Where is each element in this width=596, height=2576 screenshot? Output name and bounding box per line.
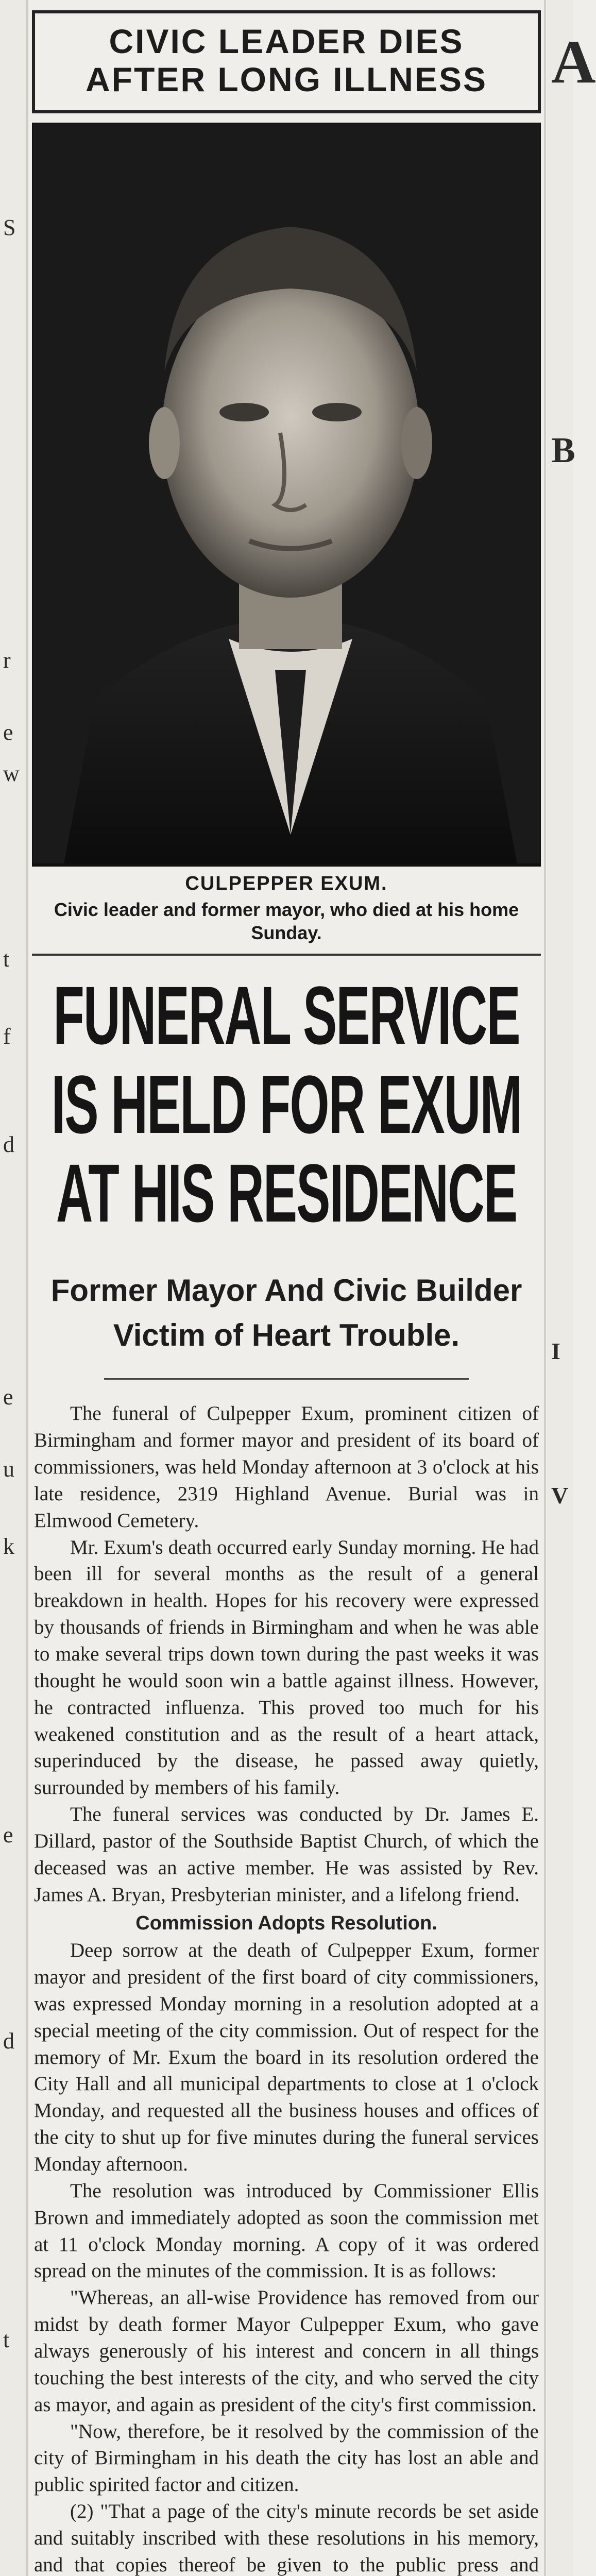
right-column-fragment: B xyxy=(551,431,575,470)
article-paragraph: "Whereas, an all-wise Providence has removed from our midst by death former Mayor Culpepper Exum, who gave always generously of his interest and concern in all things touching the best interests of the city, and who served the city as mayor, and again as president of the city's first commission. xyxy=(34,2286,539,2416)
left-column-fragment: u xyxy=(3,1456,14,1482)
left-column-fragment: d xyxy=(3,2028,14,2054)
article-paragraph: Mr. Exum's death occurred early Sunday morning. He had been ill for several months as the result of a general breakdown in health. Hopes for his recovery were expressed by thousands of friends in Birmingham and when he was able to make several trips down town during the past weeks it was thought he would soon win a battle against illness. However, he contracted influenza. This proved too much for his weakened constitution and as the result of a heart attack, superinduced by the disease, he passed away quietly, surrounded by members of his family. xyxy=(34,1536,539,1799)
left-column-fragment: w xyxy=(3,761,20,786)
left-column-fragment: k xyxy=(3,1534,14,1559)
left-column-fragment: t xyxy=(3,2327,10,2352)
left-adjacent-column xyxy=(0,0,27,2576)
article-paragraph: Deep sorrow at the death of Culpepper Exum, former mayor and president of the first board of city commissioners, was expressed Monday morning in a resolution adopted at a special meeting of the city commission. Out of respect for the memory of Mr. Exum the board in its resolution ordered the City Hall and all municipal departments to close at 1 o'clock Monday, and requested all the business houses and offices of the city to shut up for five minutes during the funeral services Monday afternoon. xyxy=(34,1939,539,2175)
article-subhead: Commission Adopts Resolution. xyxy=(135,1912,437,1934)
left-column-fragment: S xyxy=(3,215,16,240)
column-rule-left xyxy=(26,0,28,2576)
right-adjacent-column xyxy=(547,0,596,2576)
kicker-line-1: CIVIC LEADER DIES xyxy=(109,22,464,60)
article-paragraph: The resolution was introduced by Commissioner Ellis Brown and immediately adopted as soon the commission met at 11 o'clock Monday morning. A copy of it was ordered spread on the minutes of the commission. It is as follows: xyxy=(34,2179,539,2282)
left-column-fragment: d xyxy=(3,1132,14,1157)
photo-caption-text: Civic leader and former mayor, who died at his home Sunday. xyxy=(54,899,519,943)
portrait-photo xyxy=(32,123,541,867)
left-column-fragment: t xyxy=(3,946,10,972)
left-column-fragment: e xyxy=(3,1822,13,1848)
kicker-line-2: AFTER LONG ILLNESS xyxy=(86,60,487,98)
deck-rule xyxy=(104,1378,469,1380)
article-paragraph: The funeral services was conducted by Dr. James E. Dillard, pastor of the Southside Baptist Church, of which the deceased was an active member. He was assisted by Rev. James A. Bryan, Presbyterian minister, and a lifelong friend. xyxy=(34,1803,539,1906)
deck-headline: Former Mayor And Civic Builder Victim of Heart Trouble. xyxy=(50,1273,522,1353)
column-rule-right xyxy=(544,0,546,2576)
right-column-fragment: A xyxy=(551,27,596,96)
left-column-fragment: r xyxy=(3,648,11,673)
headline-line-3: AT HIS RESIDENCE xyxy=(56,1147,517,1240)
article-column xyxy=(32,0,541,2576)
left-column-fragment: e xyxy=(3,720,13,745)
headline-line-1: FUNERAL SERVICE xyxy=(53,969,520,1061)
photo-caption-name: CULPEPPER EXUM. xyxy=(185,872,388,894)
portrait-illustration xyxy=(33,124,540,863)
kicker-box xyxy=(32,10,541,113)
right-column-fragment: I xyxy=(551,1338,560,1364)
left-column-fragment: e xyxy=(3,1384,13,1410)
section-divider xyxy=(32,954,541,956)
left-column-fragment: f xyxy=(3,1024,11,1049)
article-paragraph: (2) "That a page of the city's minute records be set aside and suitably inscribed with these resolutions in his memory, and that copies thereof be given to the public press and xyxy=(34,2500,539,2576)
article-body xyxy=(32,1400,541,2576)
main-headline xyxy=(32,971,540,1238)
right-column-fragment: V xyxy=(551,1482,569,1509)
article-paragraph: The funeral of Culpepper Exum, prominent citizen of Birmingham and former mayor and president of its board of commissioners, was held Monday afternoon at 3 o'clock at his late residence, 2319 Highland Avenue. Burial was in Elmwood Cemetery. xyxy=(34,1402,539,1532)
headline-line-2: IS HELD FOR EXUM xyxy=(51,1058,522,1150)
article-paragraph: "Now, therefore, be it resolved by the commission of the city of Birmingham in his death the city has lost an able and public spirited factor and citizen. xyxy=(34,2420,539,2496)
